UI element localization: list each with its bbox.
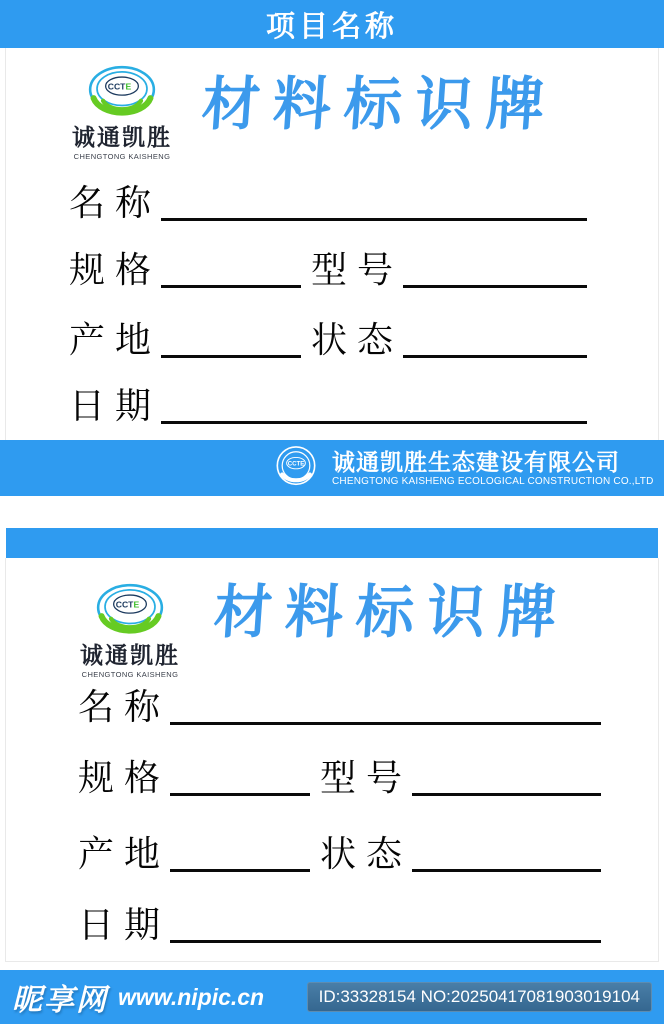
cct-logo [54,62,190,161]
blank-line-origin [161,355,301,358]
blank-line-name [161,218,587,221]
field-row-date [78,904,601,945]
company-bar [0,440,664,496]
cct-rings-icon [70,62,174,124]
field-row-spec-model [69,249,587,290]
cct-rings-icon [78,580,182,642]
company-text-block [332,449,654,487]
nipic-logo: 昵享网 [12,984,108,1017]
sign-title: 材料标识牌 [199,72,560,137]
material-sign-card-2 [5,558,659,962]
field-label-spec: 规格 [69,249,162,290]
company-name-cn: 诚通凯胜生态建设有限公司 [332,448,620,475]
project-name-bar [0,0,664,48]
company-name-en: CHENGTONG KAISHENG ECOLOGICAL CONSTRUCTION CO.,LTD [332,476,654,488]
material-sign-card-1 [5,48,659,440]
blank-line-model [412,793,601,796]
company-logo-icon [270,442,322,494]
blank-line-name [170,722,601,725]
company-badge-text: CCTE [287,460,305,468]
logo-company-cn: 诚通凯胜 [72,124,172,150]
field-label-origin: 产地 [69,319,162,360]
field-label-date: 日期 [69,385,162,426]
field-row-spec-model [78,757,601,798]
project-name-label: 项目名称 [265,10,398,43]
blank-line-date [161,421,587,424]
blank-line-date [170,940,601,943]
field-row-name [69,182,587,223]
field-row-origin-status [78,833,601,874]
card2-top-bar [6,528,658,558]
field-label-name: 名称 [78,686,171,727]
logo-e-text: E [133,599,140,610]
field-row-date [69,385,587,426]
field-label-name: 名称 [69,182,162,223]
logo-e-text: E [125,81,132,92]
field-label-status: 状态 [320,833,413,874]
image-id-badge: ID:33328154 NO:20250417081903019104 [307,982,652,1012]
field-row-name [78,686,601,727]
blank-line-spec [161,285,301,288]
logo-company-en: CHENGTONG KAISHENG [81,670,179,680]
blank-line-status [412,869,601,872]
field-label-model: 型号 [320,757,413,798]
field-row-origin-status [69,319,587,360]
blank-line-model [403,285,587,288]
field-label-status: 状态 [311,319,404,360]
field-label-model: 型号 [311,249,404,290]
blank-line-spec [170,793,310,796]
blank-line-origin [170,869,310,872]
logo-company-en: CHENGTONG KAISHENG [73,152,171,162]
blank-line-status [403,355,587,358]
field-label-spec: 规格 [78,757,171,798]
watermark-footer [0,970,664,1024]
sign-title: 材料标识牌 [211,580,572,645]
nipic-url: www.nipic.cn [118,983,265,1010]
field-label-origin: 产地 [78,833,171,874]
logo-company-cn: 诚通凯胜 [80,642,180,668]
logo-cct-text: CCT [115,599,134,610]
field-label-date: 日期 [78,904,171,945]
logo-cct-text: CCT [107,81,126,92]
cct-logo [62,580,198,679]
